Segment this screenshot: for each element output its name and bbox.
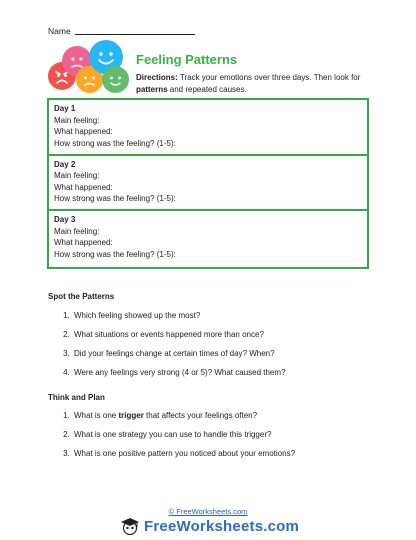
- think-plan-list: [58, 411, 295, 468]
- day-3-box: [49, 211, 367, 267]
- list-item-text: What is one: [74, 411, 119, 420]
- directions-bold-word: patterns: [136, 85, 168, 94]
- day-title: Day 2: [54, 159, 76, 169]
- day-line: What happened:: [54, 127, 113, 136]
- day-line: Main feeling:: [54, 115, 100, 125]
- list-item-bold: trigger: [118, 411, 144, 420]
- list-item: 2. What situations or events happened more than once?: [72, 330, 286, 349]
- list-item: 1. Which feeling showed up the most?: [72, 311, 286, 330]
- day-line: What happened:: [54, 182, 113, 192]
- list-item: 3. Did your feelings change at certain times of day? When?: [72, 349, 286, 368]
- directions-text-2: and repeated causes.: [167, 85, 247, 94]
- directions-text-1: Track your emotions over three days. Then look for: [177, 73, 361, 82]
- list-item-text: that affects your feelings often?: [143, 411, 258, 420]
- directions-label: Directions:: [136, 73, 178, 82]
- day-1-box: [49, 100, 367, 156]
- day-line: Main feeling:: [54, 171, 100, 180]
- day-line: How strong was the feeling? (1-5):: [54, 249, 176, 259]
- graduation-cap-icon: [120, 517, 140, 535]
- name-line: [75, 34, 195, 35]
- list-item: 3. What is one positive pattern you noticed about your emotions?: [72, 449, 295, 468]
- day-line: Main feeling:: [54, 226, 100, 236]
- directions: [136, 72, 376, 96]
- emotion-faces-graphic: [48, 40, 130, 96]
- day-line: What happened:: [54, 238, 113, 247]
- name-label: Name: [48, 26, 71, 36]
- spot-patterns-heading: Spot the Patterns: [48, 292, 115, 301]
- day-line: How strong was the feeling? (1-5):: [54, 138, 176, 148]
- list-item: [72, 411, 295, 430]
- name-row: [48, 26, 195, 36]
- list-item: 4. Were any feelings very strong (4 or 5)? What caused them?: [72, 368, 286, 387]
- footer-link[interactable]: © FreeWorksheets.com: [168, 507, 248, 516]
- think-plan-heading: Think and Plan: [48, 393, 105, 402]
- calm-face-icon: [102, 66, 129, 93]
- brand-text: FreeWorksheets.com: [144, 517, 300, 535]
- day-line: How strong was the feeling? (1-5):: [54, 194, 176, 203]
- day-2-box: [49, 156, 367, 212]
- list-item: 2. What is one strategy you can use to handle this trigger?: [72, 430, 295, 449]
- day-title: Day 1: [54, 104, 76, 113]
- spot-patterns-list: [58, 311, 286, 387]
- worksheet-title: Feeling Patterns: [136, 52, 238, 67]
- day-title: Day 3: [54, 215, 76, 224]
- day-log-table: [47, 98, 369, 269]
- brand-logo: [120, 517, 299, 535]
